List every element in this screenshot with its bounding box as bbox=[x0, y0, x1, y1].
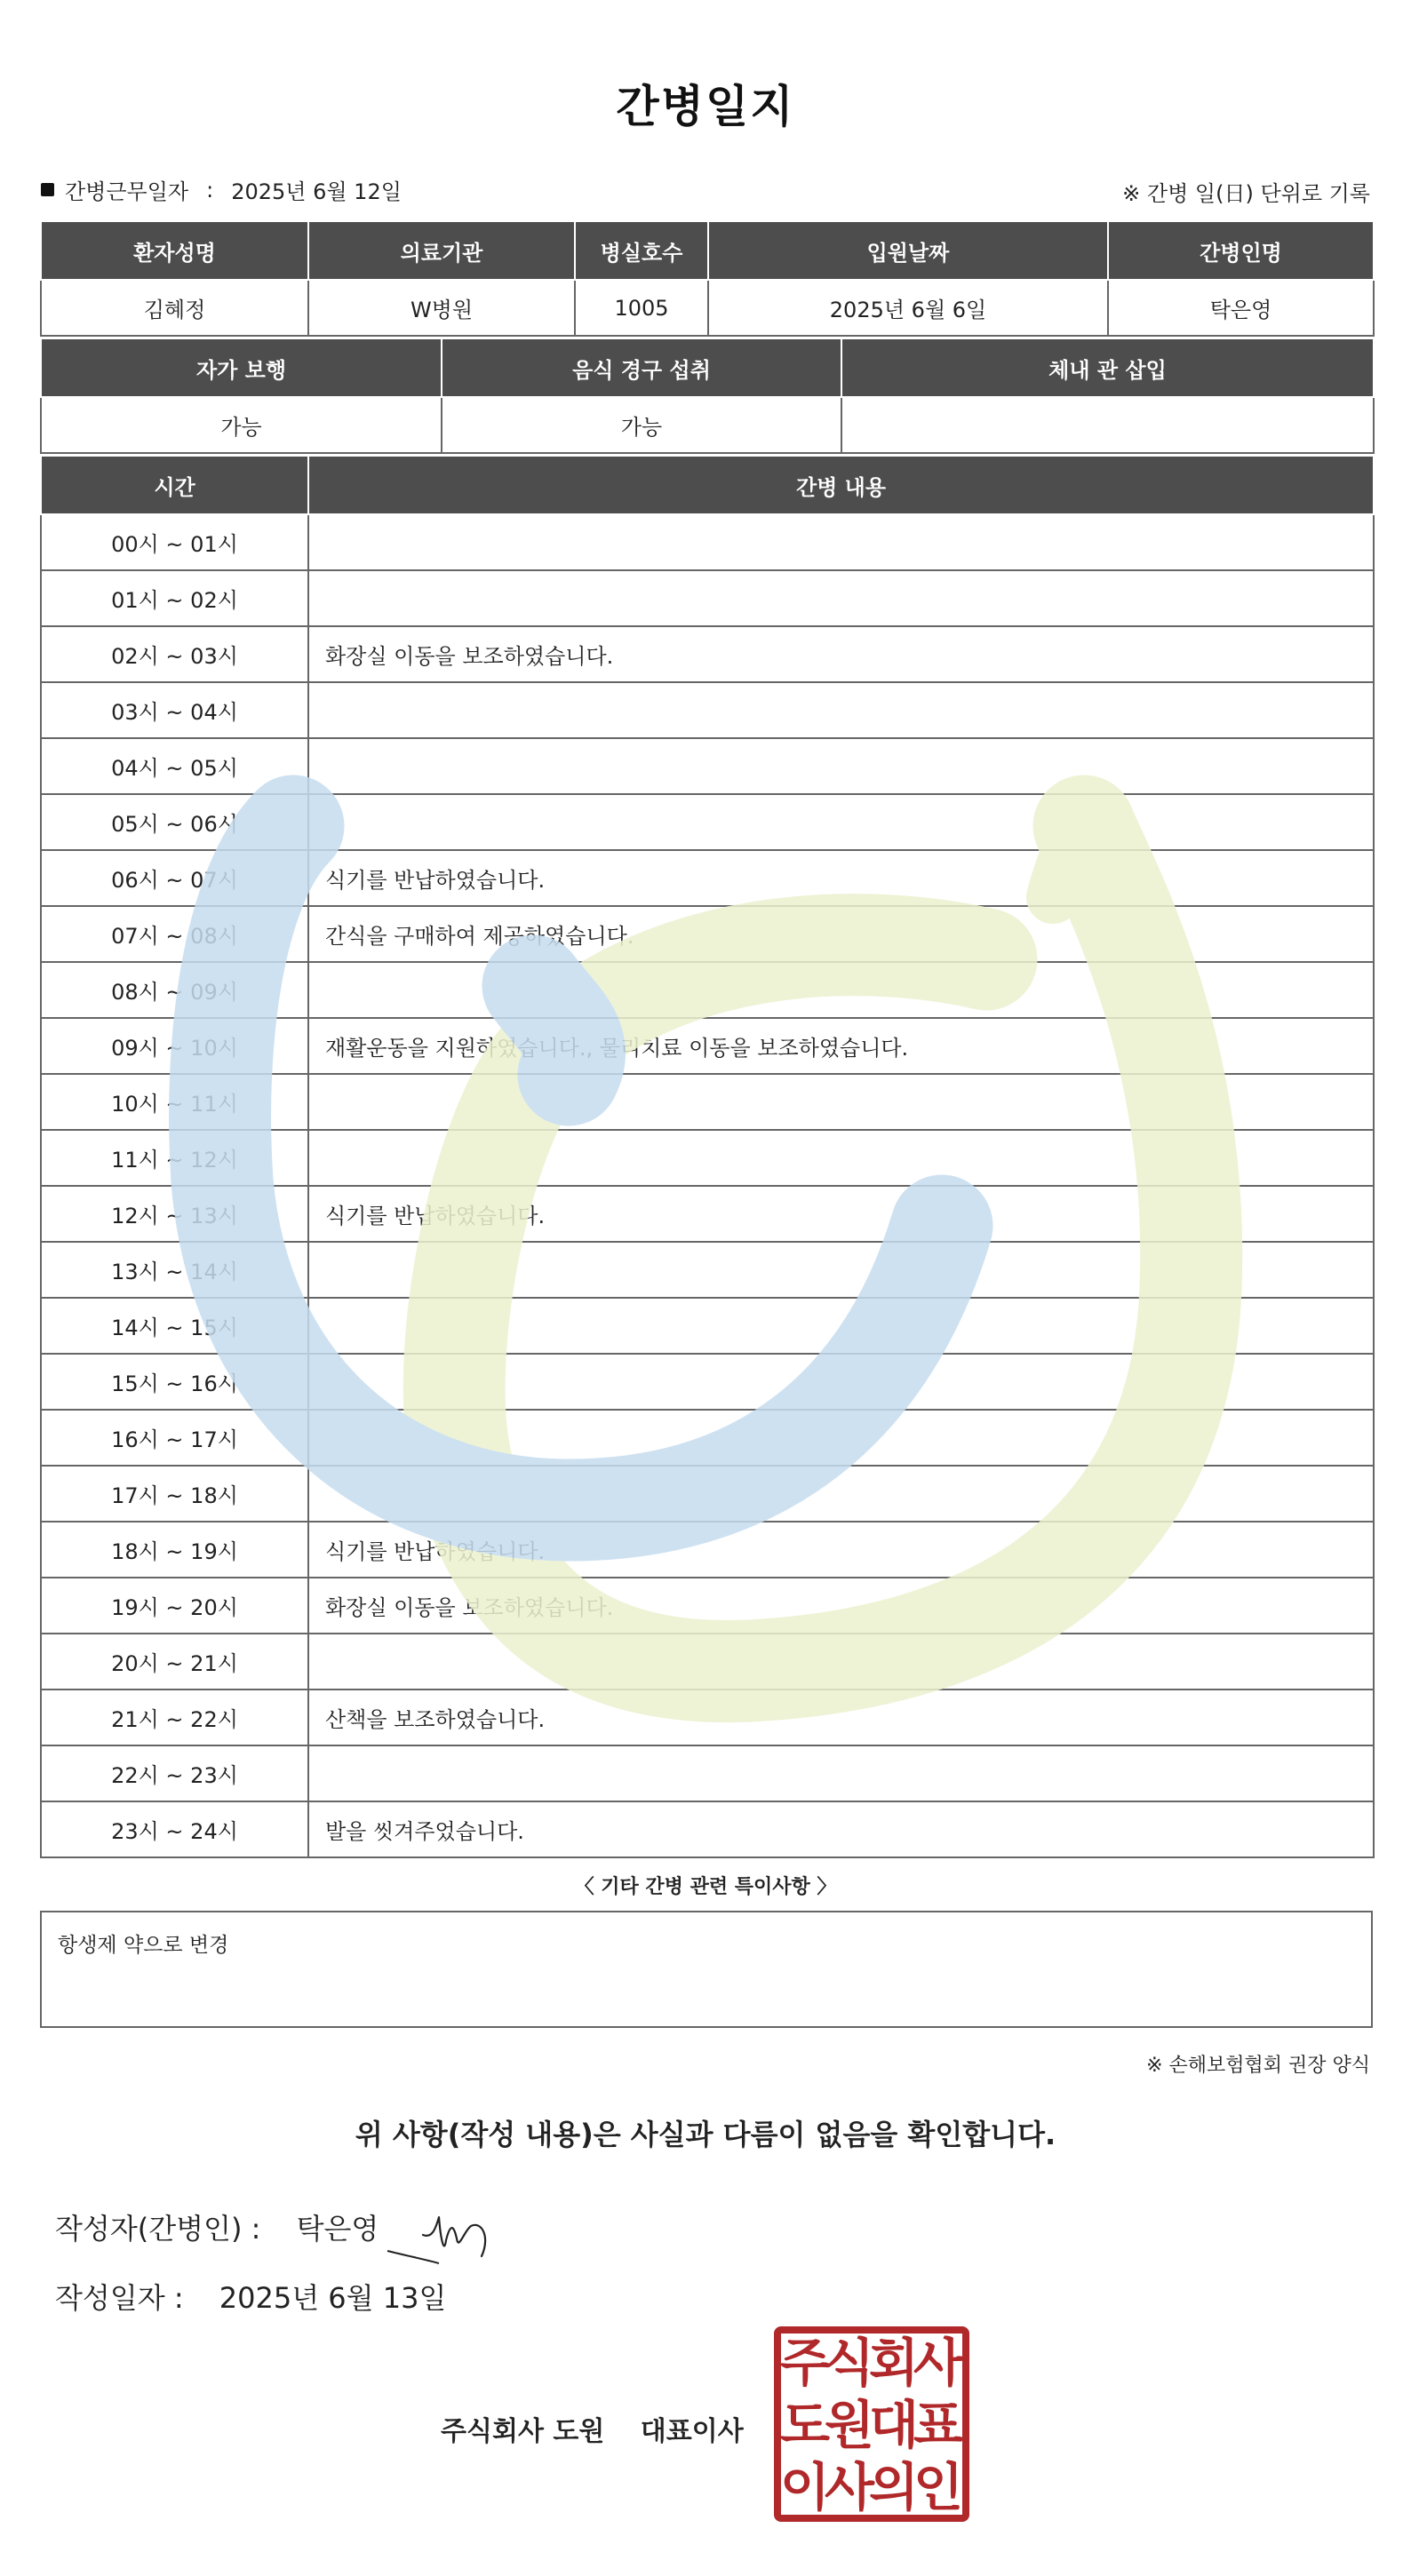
time-cell: 20시 ~ 21시 bbox=[41, 1634, 308, 1690]
table-row bbox=[41, 794, 1374, 850]
time-cell: 03시 ~ 04시 bbox=[41, 682, 308, 738]
notes-content: 항생제 약으로 변경 bbox=[58, 1934, 229, 1957]
author-name: 탁은영 bbox=[296, 2212, 379, 2246]
content-cell bbox=[308, 1298, 1374, 1354]
content-cell bbox=[308, 1074, 1374, 1130]
time-cell: 19시 ~ 20시 bbox=[41, 1578, 308, 1634]
table-row bbox=[41, 1130, 1374, 1186]
written-date-row bbox=[55, 2276, 446, 2317]
content-cell bbox=[308, 738, 1374, 794]
caregiver-name-header: 간병인명 bbox=[1108, 222, 1374, 280]
table-row bbox=[41, 962, 1374, 1018]
seal-character: 의 bbox=[868, 2457, 920, 2517]
table-row bbox=[41, 1745, 1374, 1801]
log-body bbox=[41, 514, 1374, 1857]
time-cell: 13시 ~ 14시 bbox=[41, 1242, 308, 1298]
seal-character: 회 bbox=[868, 2333, 920, 2393]
status-header-row bbox=[41, 339, 1374, 397]
company-name: 주식회사 도원 bbox=[441, 2416, 605, 2447]
self-walking-value: 가능 bbox=[41, 397, 442, 453]
patient-status-table bbox=[40, 339, 1375, 454]
time-cell: 14시 ~ 15시 bbox=[41, 1298, 308, 1354]
seal-character: 표 bbox=[913, 2395, 964, 2455]
handwritten-signature bbox=[382, 2205, 533, 2276]
table-row bbox=[41, 1634, 1374, 1690]
time-cell: 15시 ~ 16시 bbox=[41, 1354, 308, 1410]
time-cell: 23시 ~ 24시 bbox=[41, 1801, 308, 1857]
table-row bbox=[41, 1354, 1374, 1410]
time-cell: 18시 ~ 19시 bbox=[41, 1522, 308, 1578]
time-cell: 09시 ~ 10시 bbox=[41, 1018, 308, 1074]
time-cell: 08시 ~ 09시 bbox=[41, 962, 308, 1018]
author-label: 작성자(간병인) : bbox=[55, 2212, 261, 2246]
content-cell: 발을 씻겨주었습니다. bbox=[308, 1801, 1374, 1857]
table-row bbox=[41, 514, 1374, 570]
table-row bbox=[41, 1018, 1374, 1074]
seal-character: 사 bbox=[913, 2333, 964, 2393]
seal-character: 주 bbox=[779, 2333, 831, 2393]
content-cell: 재활운동을 지원하였습니다., 물리치료 이동을 보조하였습니다. bbox=[308, 1018, 1374, 1074]
content-cell bbox=[308, 570, 1374, 626]
content-cell bbox=[308, 794, 1374, 850]
room-number-header: 병실호수 bbox=[575, 222, 708, 280]
content-cell: 화장실 이동을 보조하였습니다. bbox=[308, 626, 1374, 682]
patient-value-row bbox=[41, 280, 1374, 336]
care-log-table bbox=[40, 457, 1375, 1858]
status-value-row bbox=[41, 397, 1374, 453]
seal-character: 원 bbox=[824, 2395, 875, 2455]
content-header: 간병 내용 bbox=[308, 457, 1374, 514]
time-header: 시간 bbox=[41, 457, 308, 514]
table-row bbox=[41, 682, 1374, 738]
patient-info-table bbox=[40, 222, 1375, 337]
hospital: W병원 bbox=[308, 280, 575, 336]
hospital-header: 의료기관 bbox=[308, 222, 575, 280]
content-cell: 식기를 반납하였습니다. bbox=[308, 1186, 1374, 1242]
table-row bbox=[41, 1298, 1374, 1354]
table-row bbox=[41, 1410, 1374, 1466]
table-row bbox=[41, 1466, 1374, 1522]
work-date-label: 간병근무일자 bbox=[65, 179, 189, 204]
admission-date-header: 입원날짜 bbox=[708, 222, 1108, 280]
table-row bbox=[41, 1690, 1374, 1745]
time-cell: 01시 ~ 02시 bbox=[41, 570, 308, 626]
self-walking-header: 자가 보행 bbox=[41, 339, 442, 397]
record-note: ※ 간병 일(日) 단위로 기록 bbox=[1122, 181, 1370, 206]
content-cell bbox=[308, 1634, 1374, 1690]
content-cell: 산책을 보조하였습니다. bbox=[308, 1690, 1374, 1745]
table-row bbox=[41, 738, 1374, 794]
table-row bbox=[41, 850, 1374, 906]
seal-character: 인 bbox=[913, 2457, 964, 2517]
tube-insertion-header: 체내 관 삽입 bbox=[841, 339, 1374, 397]
table-row bbox=[41, 570, 1374, 626]
work-date-separator: : bbox=[206, 177, 214, 203]
content-cell: 간식을 구매하여 제공하였습니다. bbox=[308, 906, 1374, 962]
time-cell: 10시 ~ 11시 bbox=[41, 1074, 308, 1130]
company-signature-line bbox=[441, 2409, 744, 2448]
content-cell bbox=[308, 1130, 1374, 1186]
content-cell bbox=[308, 514, 1374, 570]
table-row bbox=[41, 1186, 1374, 1242]
work-date-row bbox=[41, 174, 402, 205]
document-title: 간병일지 bbox=[616, 81, 795, 132]
oral-intake-header: 음식 경구 섭취 bbox=[442, 339, 841, 397]
seal-character: 도 bbox=[779, 2395, 831, 2455]
content-cell bbox=[308, 1354, 1374, 1410]
notes-title: 〈 기타 간병 관련 특이사항 〉 bbox=[574, 1876, 837, 1898]
patient-header-row bbox=[41, 222, 1374, 280]
content-cell bbox=[308, 682, 1374, 738]
table-row bbox=[41, 1801, 1374, 1857]
time-cell: 12시 ~ 13시 bbox=[41, 1186, 308, 1242]
oral-intake-value: 가능 bbox=[442, 397, 841, 453]
content-cell: 식기를 반납하였습니다. bbox=[308, 850, 1374, 906]
time-cell: 17시 ~ 18시 bbox=[41, 1466, 308, 1522]
admission-date: 2025년 6월 6일 bbox=[708, 280, 1108, 336]
table-row bbox=[41, 626, 1374, 682]
content-cell: 식기를 반납하였습니다. bbox=[308, 1522, 1374, 1578]
patient-name-header: 환자성명 bbox=[41, 222, 308, 280]
time-cell: 02시 ~ 03시 bbox=[41, 626, 308, 682]
table-row bbox=[41, 1578, 1374, 1634]
time-cell: 05시 ~ 06시 bbox=[41, 794, 308, 850]
company-seal-stamp bbox=[773, 2326, 970, 2523]
content-cell bbox=[308, 1410, 1374, 1466]
author-row bbox=[55, 2206, 379, 2247]
content-cell: 화장실 이동을 보조하였습니다. bbox=[308, 1578, 1374, 1634]
time-cell: 07시 ~ 08시 bbox=[41, 906, 308, 962]
table-row bbox=[41, 1242, 1374, 1298]
table-row bbox=[41, 1074, 1374, 1130]
time-cell: 11시 ~ 12시 bbox=[41, 1130, 308, 1186]
written-date-label: 작성일자 : bbox=[55, 2281, 184, 2315]
content-cell bbox=[308, 1242, 1374, 1298]
room-number: 1005 bbox=[575, 280, 708, 336]
seal-character: 사 bbox=[824, 2457, 875, 2517]
work-date-value: 2025년 6월 12일 bbox=[231, 179, 402, 204]
time-cell: 22시 ~ 23시 bbox=[41, 1745, 308, 1801]
form-source-note: ※ 손해보험협회 권장 양식 bbox=[1146, 2055, 1370, 2077]
time-cell: 04시 ~ 05시 bbox=[41, 738, 308, 794]
content-cell bbox=[308, 1745, 1374, 1801]
representative-title: 대표이사 bbox=[640, 2416, 744, 2447]
seal-character: 이 bbox=[779, 2457, 831, 2517]
log-header-row bbox=[41, 457, 1374, 514]
time-cell: 06시 ~ 07시 bbox=[41, 850, 308, 906]
tube-insertion-value bbox=[841, 397, 1374, 453]
notes-box bbox=[40, 1911, 1373, 2028]
time-cell: 16시 ~ 17시 bbox=[41, 1410, 308, 1466]
patient-name: 김혜정 bbox=[41, 280, 308, 336]
table-row bbox=[41, 1522, 1374, 1578]
caregiver-name: 탁은영 bbox=[1108, 280, 1374, 336]
confirmation-statement: 위 사항(작성 내용)은 사실과 다름이 없음을 확인합니다. bbox=[355, 2118, 1056, 2151]
written-date-value: 2025년 6월 13일 bbox=[219, 2281, 447, 2315]
seal-character: 식 bbox=[824, 2333, 875, 2393]
time-cell: 21시 ~ 22시 bbox=[41, 1690, 308, 1745]
time-cell: 00시 ~ 01시 bbox=[41, 514, 308, 570]
content-cell bbox=[308, 1466, 1374, 1522]
table-row bbox=[41, 906, 1374, 962]
content-cell bbox=[308, 962, 1374, 1018]
bullet-square-icon bbox=[41, 183, 54, 196]
seal-character: 대 bbox=[868, 2395, 920, 2455]
